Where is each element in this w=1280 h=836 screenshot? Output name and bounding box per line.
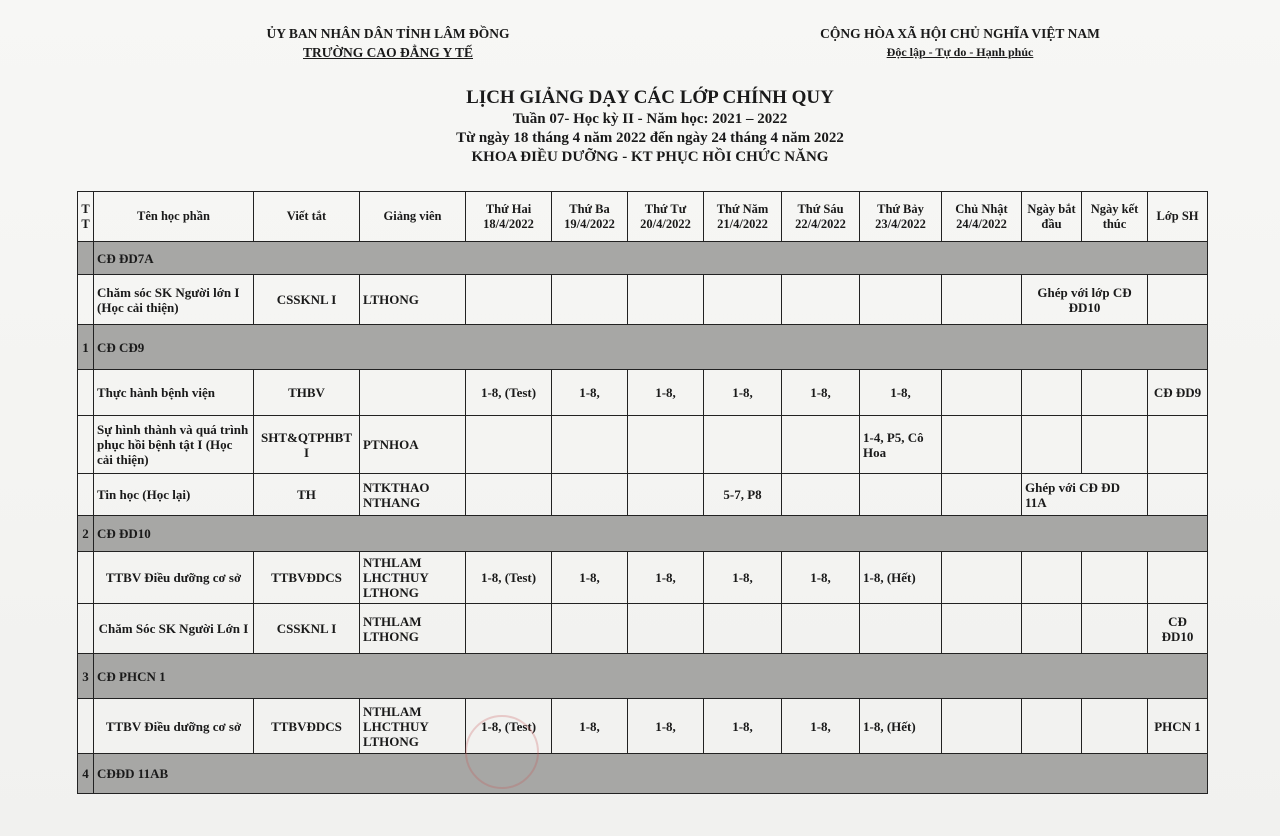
subject-cell: TTBV Điều dưỡng cơ sở <box>94 699 254 754</box>
lecturer-cell <box>360 604 466 654</box>
subject-cell: Sự hình thành và quá trình phục hồi bệnh tật I (Học cải thiện) <box>94 416 254 474</box>
header-left <box>248 24 528 62</box>
col-fri: Thứ Sáu 22/4/2022 <box>782 192 860 242</box>
class-cell: CĐ ĐD10 <box>1148 604 1208 654</box>
school-name: TRƯỜNG CAO ĐẲNG Y TẾ <box>302 45 473 60</box>
tue-cell: 1-8, <box>552 699 628 754</box>
subject-cell: Chăm Sóc SK Người Lớn I <box>94 604 254 654</box>
national-title: CỘNG HÒA XÃ HỘI CHỦ NGHĨA VIỆT NAM <box>820 26 1100 41</box>
header-right <box>800 24 1120 62</box>
abbr-cell: SHT&QTPHBT I <box>254 416 360 474</box>
subject-cell: Tin học (Học lại) <box>94 474 254 516</box>
thu-cell: 1-8, <box>704 370 782 416</box>
subject-cell: Chăm sóc SK Người lớn I (Học cải thiện) <box>94 275 254 325</box>
mon-cell: 1-8, (Test) <box>466 370 552 416</box>
col-sat: Thứ Bảy 23/4/2022 <box>860 192 942 242</box>
group-row <box>78 754 1208 794</box>
subject-cell: Thực hành bệnh viện <box>94 370 254 416</box>
table-header-row <box>78 192 1208 242</box>
col-class: Lớp SH <box>1148 192 1208 242</box>
col-wed: Thứ Tư 20/4/2022 <box>628 192 704 242</box>
abbr-cell: TH <box>254 474 360 516</box>
tue-cell: 1-8, <box>552 552 628 604</box>
lecturer-name: NTHLAM <box>363 613 422 629</box>
lecturer-name: LHCTHUY <box>363 718 429 734</box>
group-tt: 4 <box>78 754 94 794</box>
national-motto: Độc lập - Tự do - Hạnh phúc <box>886 45 1034 59</box>
subject-cell: TTBV Điều dưỡng cơ sở <box>94 552 254 604</box>
group-name: CĐ ĐD10 <box>94 516 1208 552</box>
col-abbr: Viết tắt <box>254 192 360 242</box>
lecturer-name: LTHONG <box>363 585 419 600</box>
schedule-table-wrapper <box>77 191 1208 794</box>
abbr-cell: CSSKNL I <box>254 275 360 325</box>
wed-cell: 1-8, <box>628 370 704 416</box>
group-row <box>78 654 1208 699</box>
group-tt <box>78 242 94 275</box>
abbr-cell: TTBVĐDCS <box>254 552 360 604</box>
group-row <box>78 242 1208 275</box>
sat-cell: 1-8, <box>860 370 942 416</box>
sat-cell: 1-8, (Hết) <box>860 699 942 754</box>
col-tt: T T <box>78 192 94 242</box>
lecturer-cell <box>360 474 466 516</box>
sat-cell: 1-8, (Hết) <box>860 552 942 604</box>
table-row <box>78 275 1208 325</box>
schedule-table <box>77 191 1208 794</box>
col-start: Ngày bắt đầu <box>1022 192 1082 242</box>
lecturer-name: NTKTHAO <box>363 479 430 495</box>
table-row <box>78 416 1208 474</box>
week-info: Tuần 07- Học kỳ II - Năm học: 2021 – 2022 <box>512 111 788 127</box>
date-range: Từ ngày 18 tháng 4 năm 2022 đến ngày 24 tháng 4 năm 2022 <box>456 130 844 146</box>
tue-cell: 1-8, <box>552 370 628 416</box>
group-row <box>78 516 1208 552</box>
table-row <box>78 699 1208 754</box>
col-subject: Tên học phần <box>94 192 254 242</box>
table-row <box>78 370 1208 416</box>
lecturer-name: LTHONG <box>363 628 419 644</box>
table-row <box>78 474 1208 516</box>
group-name: CĐ PHCN 1 <box>94 654 1208 699</box>
faint-stamp-mark <box>465 715 539 789</box>
fri-cell: 1-8, <box>782 552 860 604</box>
lecturer-name: NTHANG <box>363 494 421 510</box>
mon-cell: 1-8, (Test) <box>466 552 552 604</box>
merge-note: Ghép với CĐ ĐD 11A <box>1022 474 1148 516</box>
group-tt: 1 <box>78 325 94 370</box>
mon-cell: 1-8, (Test) <box>466 699 552 754</box>
lecturer-name: LHCTHUY <box>363 570 429 585</box>
group-name: CĐĐD 11AB <box>94 754 1208 794</box>
abbr-cell: CSSKNL I <box>254 604 360 654</box>
thu-cell: 1-8, <box>704 552 782 604</box>
lecturer-name: LTHONG <box>363 733 419 749</box>
fri-cell: 1-8, <box>782 699 860 754</box>
lecturer-name: NTHLAM <box>363 703 422 719</box>
col-sun: Chủ Nhật 24/4/2022 <box>942 192 1022 242</box>
table-row <box>78 604 1208 654</box>
lecturer-name: NTHLAM <box>363 555 422 570</box>
group-row <box>78 325 1208 370</box>
authority-name: ỦY BAN NHÂN DÂN TỈNH LÂM ĐỒNG <box>266 26 510 41</box>
group-tt: 3 <box>78 654 94 699</box>
faculty-name: KHOA ĐIỀU DƯỠNG - KT PHỤC HỒI CHỨC NĂNG <box>471 149 829 165</box>
lecturer-cell: PTNHOA <box>360 416 466 474</box>
col-tue: Thứ Ba 19/4/2022 <box>552 192 628 242</box>
abbr-cell: THBV <box>254 370 360 416</box>
col-lecturer: Giảng viên <box>360 192 466 242</box>
fri-cell: 1-8, <box>782 370 860 416</box>
col-mon: Thứ Hai 18/4/2022 <box>466 192 552 242</box>
class-cell: CĐ ĐD9 <box>1148 370 1208 416</box>
merge-note: Ghép với lớp CĐ ĐD10 <box>1022 275 1148 325</box>
group-tt: 2 <box>78 516 94 552</box>
wed-cell: 1-8, <box>628 699 704 754</box>
group-name: CĐ ĐD7A <box>94 242 1208 275</box>
table-row <box>78 552 1208 604</box>
group-name: CĐ CĐ9 <box>94 325 1208 370</box>
schedule-title-block <box>300 86 1000 167</box>
schedule-title: LỊCH GIẢNG DẠY CÁC LỚP CHÍNH QUY <box>466 87 834 108</box>
col-thu: Thứ Năm 21/4/2022 <box>704 192 782 242</box>
thu-cell: 5-7, P8 <box>704 474 782 516</box>
lecturer-cell <box>360 699 466 754</box>
lecturer-cell <box>360 552 466 604</box>
abbr-cell: TTBVĐDCS <box>254 699 360 754</box>
class-cell: PHCN 1 <box>1148 699 1208 754</box>
wed-cell: 1-8, <box>628 552 704 604</box>
lecturer-cell: LTHONG <box>360 275 466 325</box>
sat-cell: 1-4, P5, Cô Hoa <box>860 416 942 474</box>
thu-cell: 1-8, <box>704 699 782 754</box>
col-end: Ngày kết thúc <box>1082 192 1148 242</box>
